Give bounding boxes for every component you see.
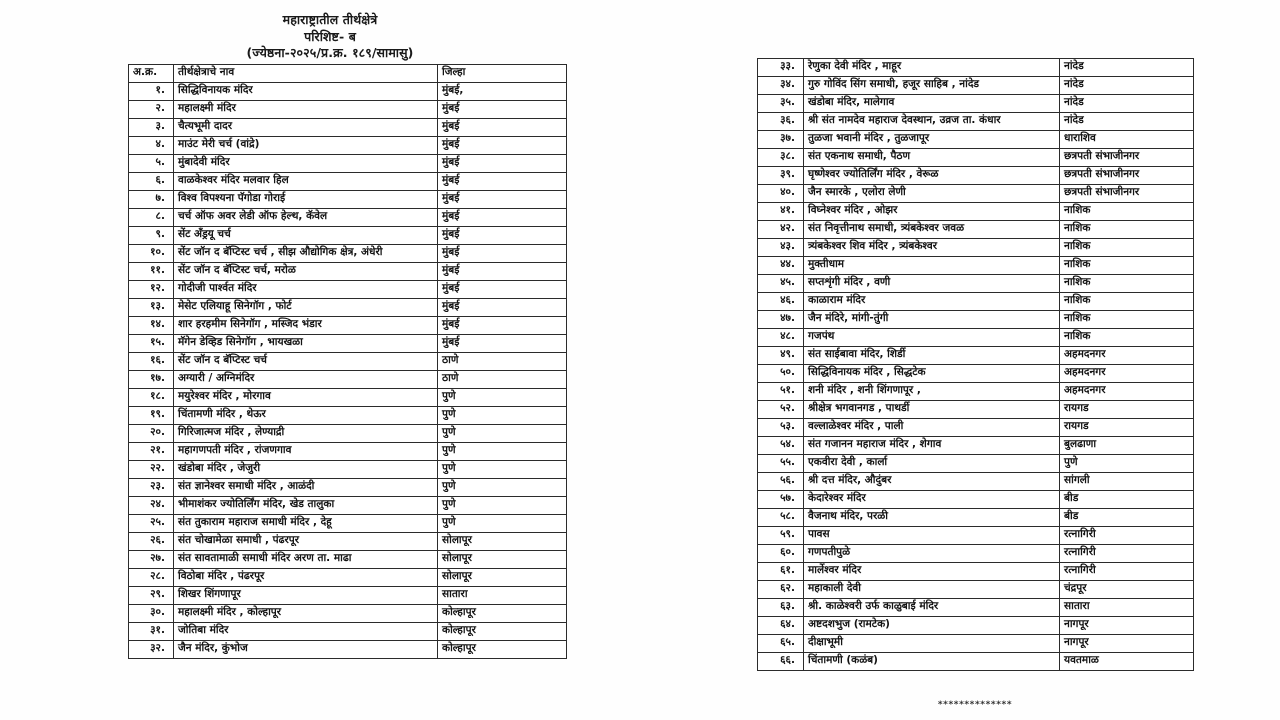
- cell-serial: ३९.: [758, 167, 804, 185]
- cell-district: कोल्हापूर: [438, 641, 567, 659]
- cell-site-name: मुंबादेवी मंदिर: [174, 155, 438, 173]
- cell-district: ठाणे: [438, 371, 567, 389]
- cell-district: मुंबई,: [438, 83, 567, 101]
- cell-serial: २३.: [129, 479, 174, 497]
- cell-district: नाशिक: [1060, 293, 1194, 311]
- table-row: [129, 83, 567, 101]
- cell-serial: ३.: [129, 119, 174, 137]
- table-row: [129, 155, 567, 173]
- table-row: [758, 113, 1194, 131]
- cell-serial: ४०.: [758, 185, 804, 203]
- cell-district: कोल्हापूर: [438, 623, 567, 641]
- cell-site-name: सिद्धिविनायक मंदिर , सिद्धटेक: [804, 365, 1060, 383]
- cell-serial: ४६.: [758, 293, 804, 311]
- cell-site-name: तुळजा भवानी मंदिर , तुळजापूर: [804, 131, 1060, 149]
- cell-serial: ३३.: [758, 59, 804, 77]
- cell-serial: ५०.: [758, 365, 804, 383]
- cell-serial: ५८.: [758, 509, 804, 527]
- cell-serial: ६१.: [758, 563, 804, 581]
- table-row: [758, 653, 1194, 671]
- cell-serial: ४२.: [758, 221, 804, 239]
- cell-district: ठाणे: [438, 353, 567, 371]
- table-row: [758, 401, 1194, 419]
- cell-serial: ३६.: [758, 113, 804, 131]
- document-reference-line: (ज्येष्ठना-२०२५/प्र.क्र. १८९/सामासु): [246, 45, 414, 60]
- table-row: [758, 221, 1194, 239]
- table-left-body: [129, 83, 567, 659]
- cell-site-name: संत सावतामाळी समाधी मंदिर अरण ता. माढा: [174, 551, 438, 569]
- cell-serial: ६२.: [758, 581, 804, 599]
- cell-district: पुणे: [1060, 455, 1194, 473]
- cell-site-name: श्री संत नामदेव महाराज देवस्थान, उव्रज ता. कंधार: [804, 113, 1060, 131]
- cell-district: नाशिक: [1060, 221, 1194, 239]
- cell-site-name: जोतिबा मंदिर: [174, 623, 438, 641]
- cell-district: नाशिक: [1060, 311, 1194, 329]
- table-row: [129, 587, 567, 605]
- cell-serial: २४.: [129, 497, 174, 515]
- document-title-line-2: परिशिष्ट- ब: [304, 28, 356, 44]
- cell-district: मुंबई: [438, 191, 567, 209]
- cell-serial: २०.: [129, 425, 174, 443]
- cell-site-name: सेंट जॉन द बॅप्टिस्ट चर्च, मरोळ: [174, 263, 438, 281]
- cell-site-name: सप्तशृंगी मंदिर , वणी: [804, 275, 1060, 293]
- cell-site-name: गिरिजात्मज मंदिर , लेण्याद्री: [174, 425, 438, 443]
- cell-serial: ४९.: [758, 347, 804, 365]
- table-row: [758, 167, 1194, 185]
- cell-district: मुंबई: [438, 155, 567, 173]
- cell-site-name: शिखर शिंगणापूर: [174, 587, 438, 605]
- cell-site-name: गणपतीपुळे: [804, 545, 1060, 563]
- cell-site-name: सेंट जॉन द बॅप्टिस्ट चर्च: [174, 353, 438, 371]
- table-row: [129, 191, 567, 209]
- table-row: [758, 293, 1194, 311]
- table-row: [758, 239, 1194, 257]
- cell-serial: १५.: [129, 335, 174, 353]
- table-row: [129, 245, 567, 263]
- cell-district: छत्रपती संभाजीनगर: [1060, 149, 1194, 167]
- cell-serial: ३५.: [758, 95, 804, 113]
- cell-site-name: महागणपती मंदिर , रांजणगाव: [174, 443, 438, 461]
- cell-serial: ५७.: [758, 491, 804, 509]
- cell-site-name: महालक्ष्मी मंदिर , कोल्हापूर: [174, 605, 438, 623]
- table-row: [758, 131, 1194, 149]
- cell-site-name: सेंट अँड्रयू चर्च: [174, 227, 438, 245]
- cell-district: पुणे: [438, 479, 567, 497]
- cell-site-name: चर्च ऑफ अवर लेडी ऑफ हेल्थ, कॅवेल: [174, 209, 438, 227]
- cell-serial: १४.: [129, 317, 174, 335]
- cell-site-name: संत ज्ञानेश्वर समाधी मंदिर , आळंदी: [174, 479, 438, 497]
- cell-district: पुणे: [438, 497, 567, 515]
- table-row: [758, 581, 1194, 599]
- table-row: [129, 137, 567, 155]
- cell-site-name: गोदीजी पार्श्वत मंदिर: [174, 281, 438, 299]
- table-row: [129, 569, 567, 587]
- cell-serial: १६.: [129, 353, 174, 371]
- table-row: [758, 473, 1194, 491]
- table-row: [129, 533, 567, 551]
- cell-serial: ५९.: [758, 527, 804, 545]
- cell-site-name: महाकाली देवी: [804, 581, 1060, 599]
- cell-district: पुणे: [438, 407, 567, 425]
- table-row: [129, 605, 567, 623]
- cell-site-name: वाळकेश्वर मंदिर मलवार हिल: [174, 173, 438, 191]
- cell-district: बीड: [1060, 491, 1194, 509]
- cell-site-name: पावस: [804, 527, 1060, 545]
- cell-district: पुणे: [438, 443, 567, 461]
- cell-serial: ६६.: [758, 653, 804, 671]
- cell-serial: १३.: [129, 299, 174, 317]
- cell-serial: २८.: [129, 569, 174, 587]
- cell-site-name: वल्लाळेश्वर मंदिर , पाली: [804, 419, 1060, 437]
- cell-serial: १९.: [129, 407, 174, 425]
- cell-site-name: गुरु गोविंद सिंग समाधी, हजूर साहिब , नांदेड: [804, 77, 1060, 95]
- cell-site-name: गजपंथ: [804, 329, 1060, 347]
- cell-district: रत्नागिरी: [1060, 545, 1194, 563]
- table-header-row: [129, 65, 567, 83]
- table-row: [758, 347, 1194, 365]
- cell-district: अहमदनगर: [1060, 365, 1194, 383]
- cell-district: रत्नागिरी: [1060, 563, 1194, 581]
- cell-serial: ४७.: [758, 311, 804, 329]
- cell-serial: ५४.: [758, 437, 804, 455]
- table-row: [758, 365, 1194, 383]
- cell-district: नांदेड: [1060, 77, 1194, 95]
- table-row: [129, 317, 567, 335]
- cell-site-name: भीमाशंकर ज्योतिर्लिंग मंदिर, खेड तालुका: [174, 497, 438, 515]
- table-row: [758, 149, 1194, 167]
- cell-district: मुंबई: [438, 299, 567, 317]
- cell-district: मुंबई: [438, 335, 567, 353]
- cell-serial: ५१.: [758, 383, 804, 401]
- cell-district: नागपूर: [1060, 617, 1194, 635]
- cell-serial: ४५.: [758, 275, 804, 293]
- cell-district: सातारा: [1060, 599, 1194, 617]
- cell-site-name: अग्यारी / अग्निमंदिर: [174, 371, 438, 389]
- table-row: [129, 515, 567, 533]
- table-row: [758, 491, 1194, 509]
- cell-serial: २६.: [129, 533, 174, 551]
- cell-district: मुंबई: [438, 119, 567, 137]
- cell-site-name: श्रीक्षेत्र भगवानगड , पाथर्डी: [804, 401, 1060, 419]
- cell-site-name: केदारेश्वर मंदिर: [804, 491, 1060, 509]
- cell-serial: ४३.: [758, 239, 804, 257]
- cell-site-name: चिंतामणी (कळंब): [804, 653, 1060, 671]
- cell-district: मुंबई: [438, 245, 567, 263]
- table-row: [758, 59, 1194, 77]
- table-row: [129, 335, 567, 353]
- cell-site-name: जैन मंदिर, कुंभोज: [174, 641, 438, 659]
- cell-district: यवतमाळ: [1060, 653, 1194, 671]
- table-row: [129, 173, 567, 191]
- cell-district: नाशिक: [1060, 329, 1194, 347]
- cell-serial: १७.: [129, 371, 174, 389]
- cell-district: नांदेड: [1060, 113, 1194, 131]
- cell-site-name: शनी मंदिर , शनी शिंगणापूर ,: [804, 383, 1060, 401]
- document-title-line-1: महाराष्ट्रातील तीर्थक्षेत्रे: [282, 12, 378, 27]
- cell-site-name: दीक्षाभूमी: [804, 635, 1060, 653]
- cell-district: नागपूर: [1060, 635, 1194, 653]
- table-row: [758, 383, 1194, 401]
- cell-district: सोलापूर: [438, 533, 567, 551]
- table-row: [129, 389, 567, 407]
- cell-site-name: खंडोबा मंदिर, मालेगाव: [804, 95, 1060, 113]
- cell-serial: ७.: [129, 191, 174, 209]
- cell-district: कोल्हापूर: [438, 605, 567, 623]
- cell-serial: १०.: [129, 245, 174, 263]
- cell-serial: १.: [129, 83, 174, 101]
- cell-district: सांगली: [1060, 473, 1194, 491]
- cell-site-name: चिंतामणी मंदिर , थेऊर: [174, 407, 438, 425]
- table-row: [129, 551, 567, 569]
- table-row: [758, 509, 1194, 527]
- cell-site-name: चैत्यभूमी दादर: [174, 119, 438, 137]
- table-row: [758, 95, 1194, 113]
- table-row: [758, 455, 1194, 473]
- cell-serial: ३०.: [129, 605, 174, 623]
- cell-serial: ४.: [129, 137, 174, 155]
- cell-district: पुणे: [438, 515, 567, 533]
- cell-site-name: शार हरहमीम सिनेगॉग , मस्जिद भंडार: [174, 317, 438, 335]
- table-row: [129, 461, 567, 479]
- cell-site-name: मयुरेश्वर मंदिर , मोरगाव: [174, 389, 438, 407]
- table-row: [129, 425, 567, 443]
- table-row: [129, 443, 567, 461]
- cell-district: रायगड: [1060, 419, 1194, 437]
- cell-district: नांदेड: [1060, 59, 1194, 77]
- table-row: [758, 257, 1194, 275]
- cell-site-name: सेंट जॉन द बॅप्टिस्ट चर्च , सीझ औद्योगिक क्षेत्र, अंधेरी: [174, 245, 438, 263]
- cell-district: छत्रपती संभाजीनगर: [1060, 185, 1194, 203]
- cell-serial: २९.: [129, 587, 174, 605]
- table-row: [129, 353, 567, 371]
- cell-serial: ४८.: [758, 329, 804, 347]
- document-heading: [0, 12, 660, 62]
- cell-site-name: मुक्तीधाम: [804, 257, 1060, 275]
- table-row: [758, 437, 1194, 455]
- table-row: [129, 479, 567, 497]
- table-row: [758, 185, 1194, 203]
- cell-serial: १२.: [129, 281, 174, 299]
- pilgrimage-table-right: [757, 58, 1194, 671]
- table-row: [758, 203, 1194, 221]
- cell-serial: ६.: [129, 173, 174, 191]
- table-row: [129, 209, 567, 227]
- cell-district: मुंबई: [438, 263, 567, 281]
- cell-site-name: त्र्यंबकेश्वर शिव मंदिर , त्र्यंबकेश्वर: [804, 239, 1060, 257]
- cell-site-name: अष्टदशभुज (रामटेक): [804, 617, 1060, 635]
- cell-serial: ३४.: [758, 77, 804, 95]
- footer-asterisks: **************: [937, 700, 1013, 710]
- cell-serial: ५२.: [758, 401, 804, 419]
- table-row: [129, 623, 567, 641]
- cell-district: पुणे: [438, 389, 567, 407]
- cell-serial: २७.: [129, 551, 174, 569]
- cell-site-name: एकवीरा देवी , कार्ला: [804, 455, 1060, 473]
- table-row: [758, 599, 1194, 617]
- cell-serial: ४१.: [758, 203, 804, 221]
- cell-district: पुणे: [438, 425, 567, 443]
- cell-district: मुंबई: [438, 227, 567, 245]
- table-row: [129, 497, 567, 515]
- cell-serial: ११.: [129, 263, 174, 281]
- cell-district: सातारा: [438, 587, 567, 605]
- column-header-name: तीर्थक्षेत्राचे नाव: [174, 65, 438, 83]
- cell-district: मुंबई: [438, 173, 567, 191]
- table-row: [758, 419, 1194, 437]
- table-row: [129, 227, 567, 245]
- cell-serial: २२.: [129, 461, 174, 479]
- table-row: [129, 263, 567, 281]
- cell-serial: २.: [129, 101, 174, 119]
- cell-site-name: संत साईबावा मंदिर, शिर्डी: [804, 347, 1060, 365]
- cell-site-name: संत एकनाथ समाधी, पैठण: [804, 149, 1060, 167]
- cell-serial: २५.: [129, 515, 174, 533]
- table-row: [758, 311, 1194, 329]
- cell-site-name: जैन मंदिरे, मांगी-तुंगी: [804, 311, 1060, 329]
- cell-site-name: संत तुकाराम महाराज समाधी मंदिर , देहू: [174, 515, 438, 533]
- cell-district: रायगड: [1060, 401, 1194, 419]
- cell-serial: ५६.: [758, 473, 804, 491]
- cell-site-name: जैन स्मारके , एलोरा लेणी: [804, 185, 1060, 203]
- cell-serial: ६४.: [758, 617, 804, 635]
- table-row: [758, 275, 1194, 293]
- table-row: [758, 563, 1194, 581]
- table-row: [129, 407, 567, 425]
- cell-serial: ५.: [129, 155, 174, 173]
- cell-site-name: घृष्णेश्वर ज्योतिर्लिंग मंदिर , वेरूळ: [804, 167, 1060, 185]
- cell-serial: २१.: [129, 443, 174, 461]
- table-row: [129, 641, 567, 659]
- cell-district: नाशिक: [1060, 239, 1194, 257]
- cell-serial: ३२.: [129, 641, 174, 659]
- cell-district: धाराशिव: [1060, 131, 1194, 149]
- table-row: [129, 281, 567, 299]
- cell-district: अहमदनगर: [1060, 383, 1194, 401]
- cell-site-name: माउंट मेरी चर्च (वांद्रे): [174, 137, 438, 155]
- cell-serial: ३७.: [758, 131, 804, 149]
- table-row: [758, 545, 1194, 563]
- table-row: [758, 635, 1194, 653]
- cell-site-name: वैजनाथ मंदिर, परळी: [804, 509, 1060, 527]
- cell-district: मुंबई: [438, 317, 567, 335]
- cell-site-name: विघ्नेश्वर मंदिर , ओझर: [804, 203, 1060, 221]
- cell-serial: १८.: [129, 389, 174, 407]
- cell-site-name: संत निवृत्तीनाथ समाधी, त्र्यंबकेश्वर जवळ: [804, 221, 1060, 239]
- cell-serial: ६०.: [758, 545, 804, 563]
- cell-serial: ४४.: [758, 257, 804, 275]
- cell-site-name: खंडोबा मंदिर , जेजुरी: [174, 461, 438, 479]
- cell-site-name: मार्लेश्वर मंदिर: [804, 563, 1060, 581]
- cell-serial: ८.: [129, 209, 174, 227]
- cell-district: सोलापूर: [438, 569, 567, 587]
- cell-serial: ३१.: [129, 623, 174, 641]
- cell-site-name: संत चोखामेळा समाधी , पंढरपूर: [174, 533, 438, 551]
- table-row: [758, 329, 1194, 347]
- table-row: [758, 77, 1194, 95]
- cell-district: नाशिक: [1060, 275, 1194, 293]
- cell-site-name: श्री. काळेश्वरी उर्फ काळुबाई मंदिर: [804, 599, 1060, 617]
- cell-district: बीड: [1060, 509, 1194, 527]
- table-row: [129, 119, 567, 137]
- cell-serial: ५३.: [758, 419, 804, 437]
- cell-district: नाशिक: [1060, 203, 1194, 221]
- table-row: [129, 299, 567, 317]
- cell-site-name: मेसेट एलियाहू सिनेगॉग , फोर्ट: [174, 299, 438, 317]
- pilgrimage-table-left: [128, 64, 567, 659]
- table-left-head: [129, 65, 567, 83]
- cell-serial: ६३.: [758, 599, 804, 617]
- cell-district: मुंबई: [438, 101, 567, 119]
- table-row: [129, 371, 567, 389]
- cell-district: मुंबई: [438, 137, 567, 155]
- cell-district: रत्नागिरी: [1060, 527, 1194, 545]
- table-row: [129, 101, 567, 119]
- cell-site-name: रेणुका देवी मंदिर , माहूर: [804, 59, 1060, 77]
- cell-district: पुणे: [438, 461, 567, 479]
- cell-district: नाशिक: [1060, 257, 1194, 275]
- cell-site-name: मॅगेन डेव्हिड सिनेगॉग , भायखळा: [174, 335, 438, 353]
- cell-serial: ६५.: [758, 635, 804, 653]
- table-right-body: [758, 59, 1194, 671]
- cell-district: सोलापूर: [438, 551, 567, 569]
- column-header-district: जिल्हा: [438, 65, 567, 83]
- cell-serial: ५५.: [758, 455, 804, 473]
- cell-district: चंद्रपूर: [1060, 581, 1194, 599]
- cell-serial: ९.: [129, 227, 174, 245]
- cell-site-name: विश्व विपश्यना पॅगोडा गोराई: [174, 191, 438, 209]
- cell-site-name: काळाराम मंदिर: [804, 293, 1060, 311]
- cell-district: छत्रपती संभाजीनगर: [1060, 167, 1194, 185]
- cell-district: मुंबई: [438, 281, 567, 299]
- cell-site-name: महालक्ष्मी मंदिर: [174, 101, 438, 119]
- cell-site-name: श्री दत्त मंदिर, औदुंबर: [804, 473, 1060, 491]
- cell-district: मुंबई: [438, 209, 567, 227]
- column-header-serial: अ.क्र.: [129, 65, 174, 83]
- cell-district: नांदेड: [1060, 95, 1194, 113]
- cell-site-name: सिद्धिविनायक मंदिर: [174, 83, 438, 101]
- cell-district: बुलढाणा: [1060, 437, 1194, 455]
- table-row: [758, 617, 1194, 635]
- cell-site-name: विठोबा मंदिर , पंढरपूर: [174, 569, 438, 587]
- table-row: [758, 527, 1194, 545]
- cell-site-name: संत गजानन महाराज मंदिर , शेगाव: [804, 437, 1060, 455]
- cell-district: अहमदनगर: [1060, 347, 1194, 365]
- cell-serial: ३८.: [758, 149, 804, 167]
